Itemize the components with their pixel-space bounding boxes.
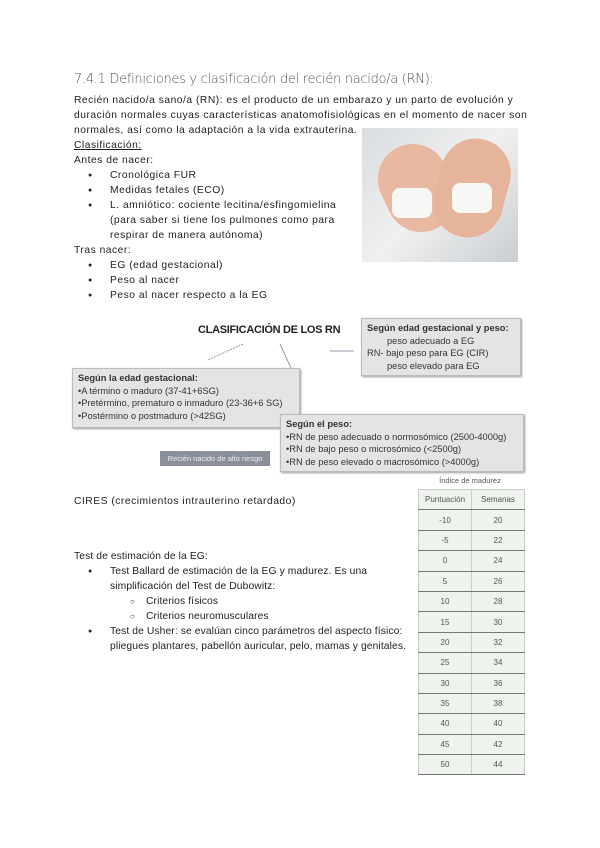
box-peso [280,414,524,472]
list-item: ● Cronológica FUR [74,168,527,183]
table-cell: 20 [472,510,525,530]
box-line: •A término o maduro (37-41+6SG) [78,385,219,396]
table-cell: 5 [419,571,472,591]
table-cell: 42 [472,734,525,754]
cires-text: CIRES (crecimientos intrauterino retardado) [74,496,296,507]
table-cell: 44 [472,755,525,775]
line: simplificación del Test de Dubowitz: [110,581,276,592]
list-item: ● Medidas fetales (ECO) [74,183,527,198]
line: ● Test de Usher: se evalúan cinco parámetros del aspecto físico: [110,626,403,637]
table-cell: 32 [472,632,525,652]
column-header: Puntuación [419,490,472,510]
box-title: Según la edad gestacional: [78,373,198,383]
box-title: Según edad gestacional y peso: [367,323,509,333]
table-row [419,734,525,754]
list-item: ● L. amniótico: cociente lecitina/esfingomielina [74,198,527,213]
table-row [419,510,525,530]
list-item: ● EG (edad gestacional) [74,258,527,273]
box-line: •RN de peso elevado o macrosómico (>4000g) [286,456,480,467]
table-cell: 30 [419,673,472,693]
box-line: •RN de bajo peso o microsómico (<2500g) [286,444,462,454]
table-row [419,632,525,652]
box-edad-gestacional [72,368,300,428]
box-line: RN- bajo peso para EG (CIR) [367,348,489,358]
list-item [74,564,412,594]
intro-line: normales, así como la adaptación a la vida extrauterina. [74,125,358,136]
box-line: •Pretérmino, prematuro o inmaduro (23-36+6 SG) [78,398,283,408]
table-row [419,653,525,673]
line: pliegues plantares, pabellón auricular, pelo, mamas y genitales. [110,641,407,652]
alto-riesgo-label: Recién nacido de alto riesgo [160,451,270,466]
table-row [419,612,525,632]
table-cell: 38 [472,693,525,713]
table-cell: 35 [419,693,472,713]
table-cell: 22 [472,530,525,550]
table-row [419,571,525,591]
table-cell: 20 [419,632,472,652]
column-header: Semanas [472,490,525,510]
table-cell: 50 [419,755,472,775]
table-cell: 36 [472,673,525,693]
clasificacion-label: Clasificación: [74,140,142,151]
table-cell: 28 [472,591,525,611]
table-cell: -5 [419,530,472,550]
table-row [419,591,525,611]
newborns-photo [362,128,518,262]
table-cell: 26 [472,571,525,591]
list-item-cont: (para saber si tiene los pulmones como para [110,215,335,226]
table-cell: 15 [419,612,472,632]
table-cell: 34 [472,653,525,673]
table-title: Índice de madurez [439,476,501,485]
table-cell: 25 [419,653,472,673]
table-cell: 40 [419,714,472,734]
table-row [419,755,525,775]
box-line: peso elevado para EG [387,360,480,371]
list-item: ● Peso al nacer [74,273,527,288]
line: ● Test Ballard de estimación de la EG y madurez. Es una [110,566,368,577]
box-line: •RN de peso adecuado o normosómico (2500-4000g) [286,431,507,442]
test-list [74,564,412,654]
tras-list [74,258,527,303]
table-cell: 10 [419,591,472,611]
maturity-table [418,489,525,775]
table-row [419,551,525,571]
antes-label: Antes de nacer: [74,155,154,166]
table-row [419,673,525,693]
box-eg-peso [361,318,521,376]
table-row [419,693,525,713]
table-cell: 40 [472,714,525,734]
box-title: Según el peso: [286,419,353,429]
list-item: ○ Criterios físicos [74,594,412,609]
table-cell: 30 [472,612,525,632]
arrow-icon [208,344,243,360]
test-section [74,549,412,654]
tras-label: Tras nacer: [74,245,132,256]
diagram-title: CLASIFICACIÓN DE LOS RN [198,324,341,336]
table-cell: 45 [419,734,472,754]
section-heading: 7.4.1 Definiciones y clasificación del recién nacido/a (RN): [74,72,434,87]
box-line: •Postérmino o postmaduro (>42SG) [78,410,226,421]
table-cell: 24 [472,551,525,571]
table-row [419,530,525,550]
table-cell: 0 [419,551,472,571]
intro-line: Recién nacido/a sano/a (RN): es el producto de un embarazo y un parto de evolución y [74,95,514,106]
test-label: Test de estimación de la EG: [74,551,208,562]
table-row [419,714,525,734]
list-item: ○ Criterios neuromusculares [74,609,412,624]
list-item [74,624,412,654]
list-item-cont: respirar de manera autónoma) [110,230,264,241]
box-line: peso adecuado a EG [387,335,475,346]
intro-line: duración normales cuyas características anatomofisiológicas en el momento de nacer son [74,110,528,121]
table-cell: -10 [419,510,472,530]
list-item: ● Peso al nacer respecto a la EG [74,288,527,303]
